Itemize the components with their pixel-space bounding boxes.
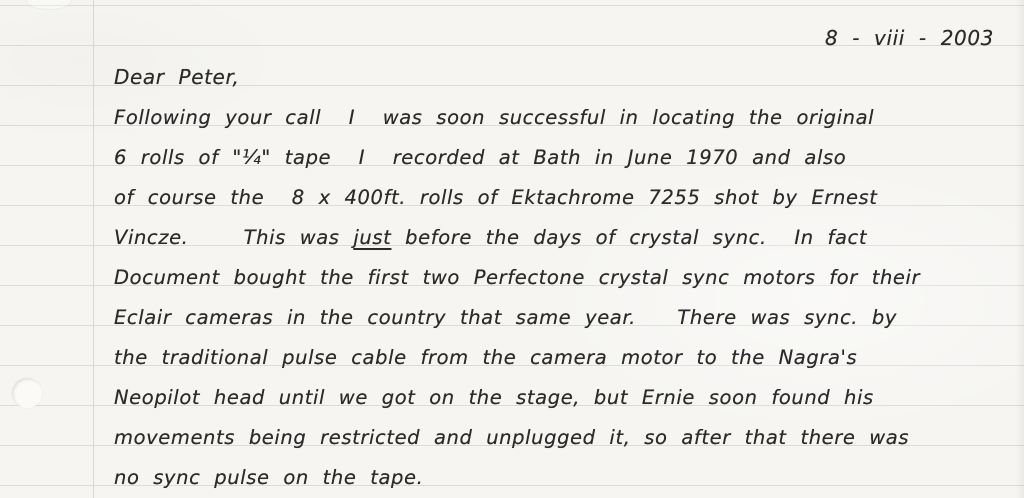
letter-greeting: Dear Peter, (114, 65, 240, 89)
letter-date: 8 - viii - 2003 (825, 26, 994, 50)
punch-hole (12, 378, 42, 408)
underlined-word: just (353, 226, 392, 249)
letter-line-4 (114, 218, 1024, 258)
letter-line-5: Document bought the first two Perfectone crystal sync motors for their (114, 266, 921, 289)
letter-line-7: the traditional pulse cable from the camera motor to the Nagra's (114, 346, 858, 369)
margin-rule-line (93, 0, 94, 498)
letter-line-8: Neopilot head until we got on the stage, but Ernie soon found his (114, 386, 874, 409)
paper-corner-mark (26, 0, 72, 10)
letter-line-1: Following your call I was soon successful in locating the original (114, 106, 875, 129)
letter-body (114, 98, 1024, 498)
letter-line-6: Eclair cameras in the country that same year. There was sync. by (114, 306, 898, 329)
letter-line-4-post: before the days of crystal sync. In fact (391, 226, 868, 249)
letter-line-2: 6 rolls of "¼" tape I recorded at Bath in June 1970 and also (114, 146, 847, 169)
letter-line-10: no sync pulse on the tape. (114, 466, 424, 489)
letter-line-3: of course the 8 x 400ft. rolls of Ektachrome 7255 shot by Ernest (114, 186, 878, 209)
letter-line-9: movements being restricted and unplugged it, so after that there was (114, 426, 910, 449)
letter-line-4-pre: Vincze. This was (114, 226, 354, 249)
